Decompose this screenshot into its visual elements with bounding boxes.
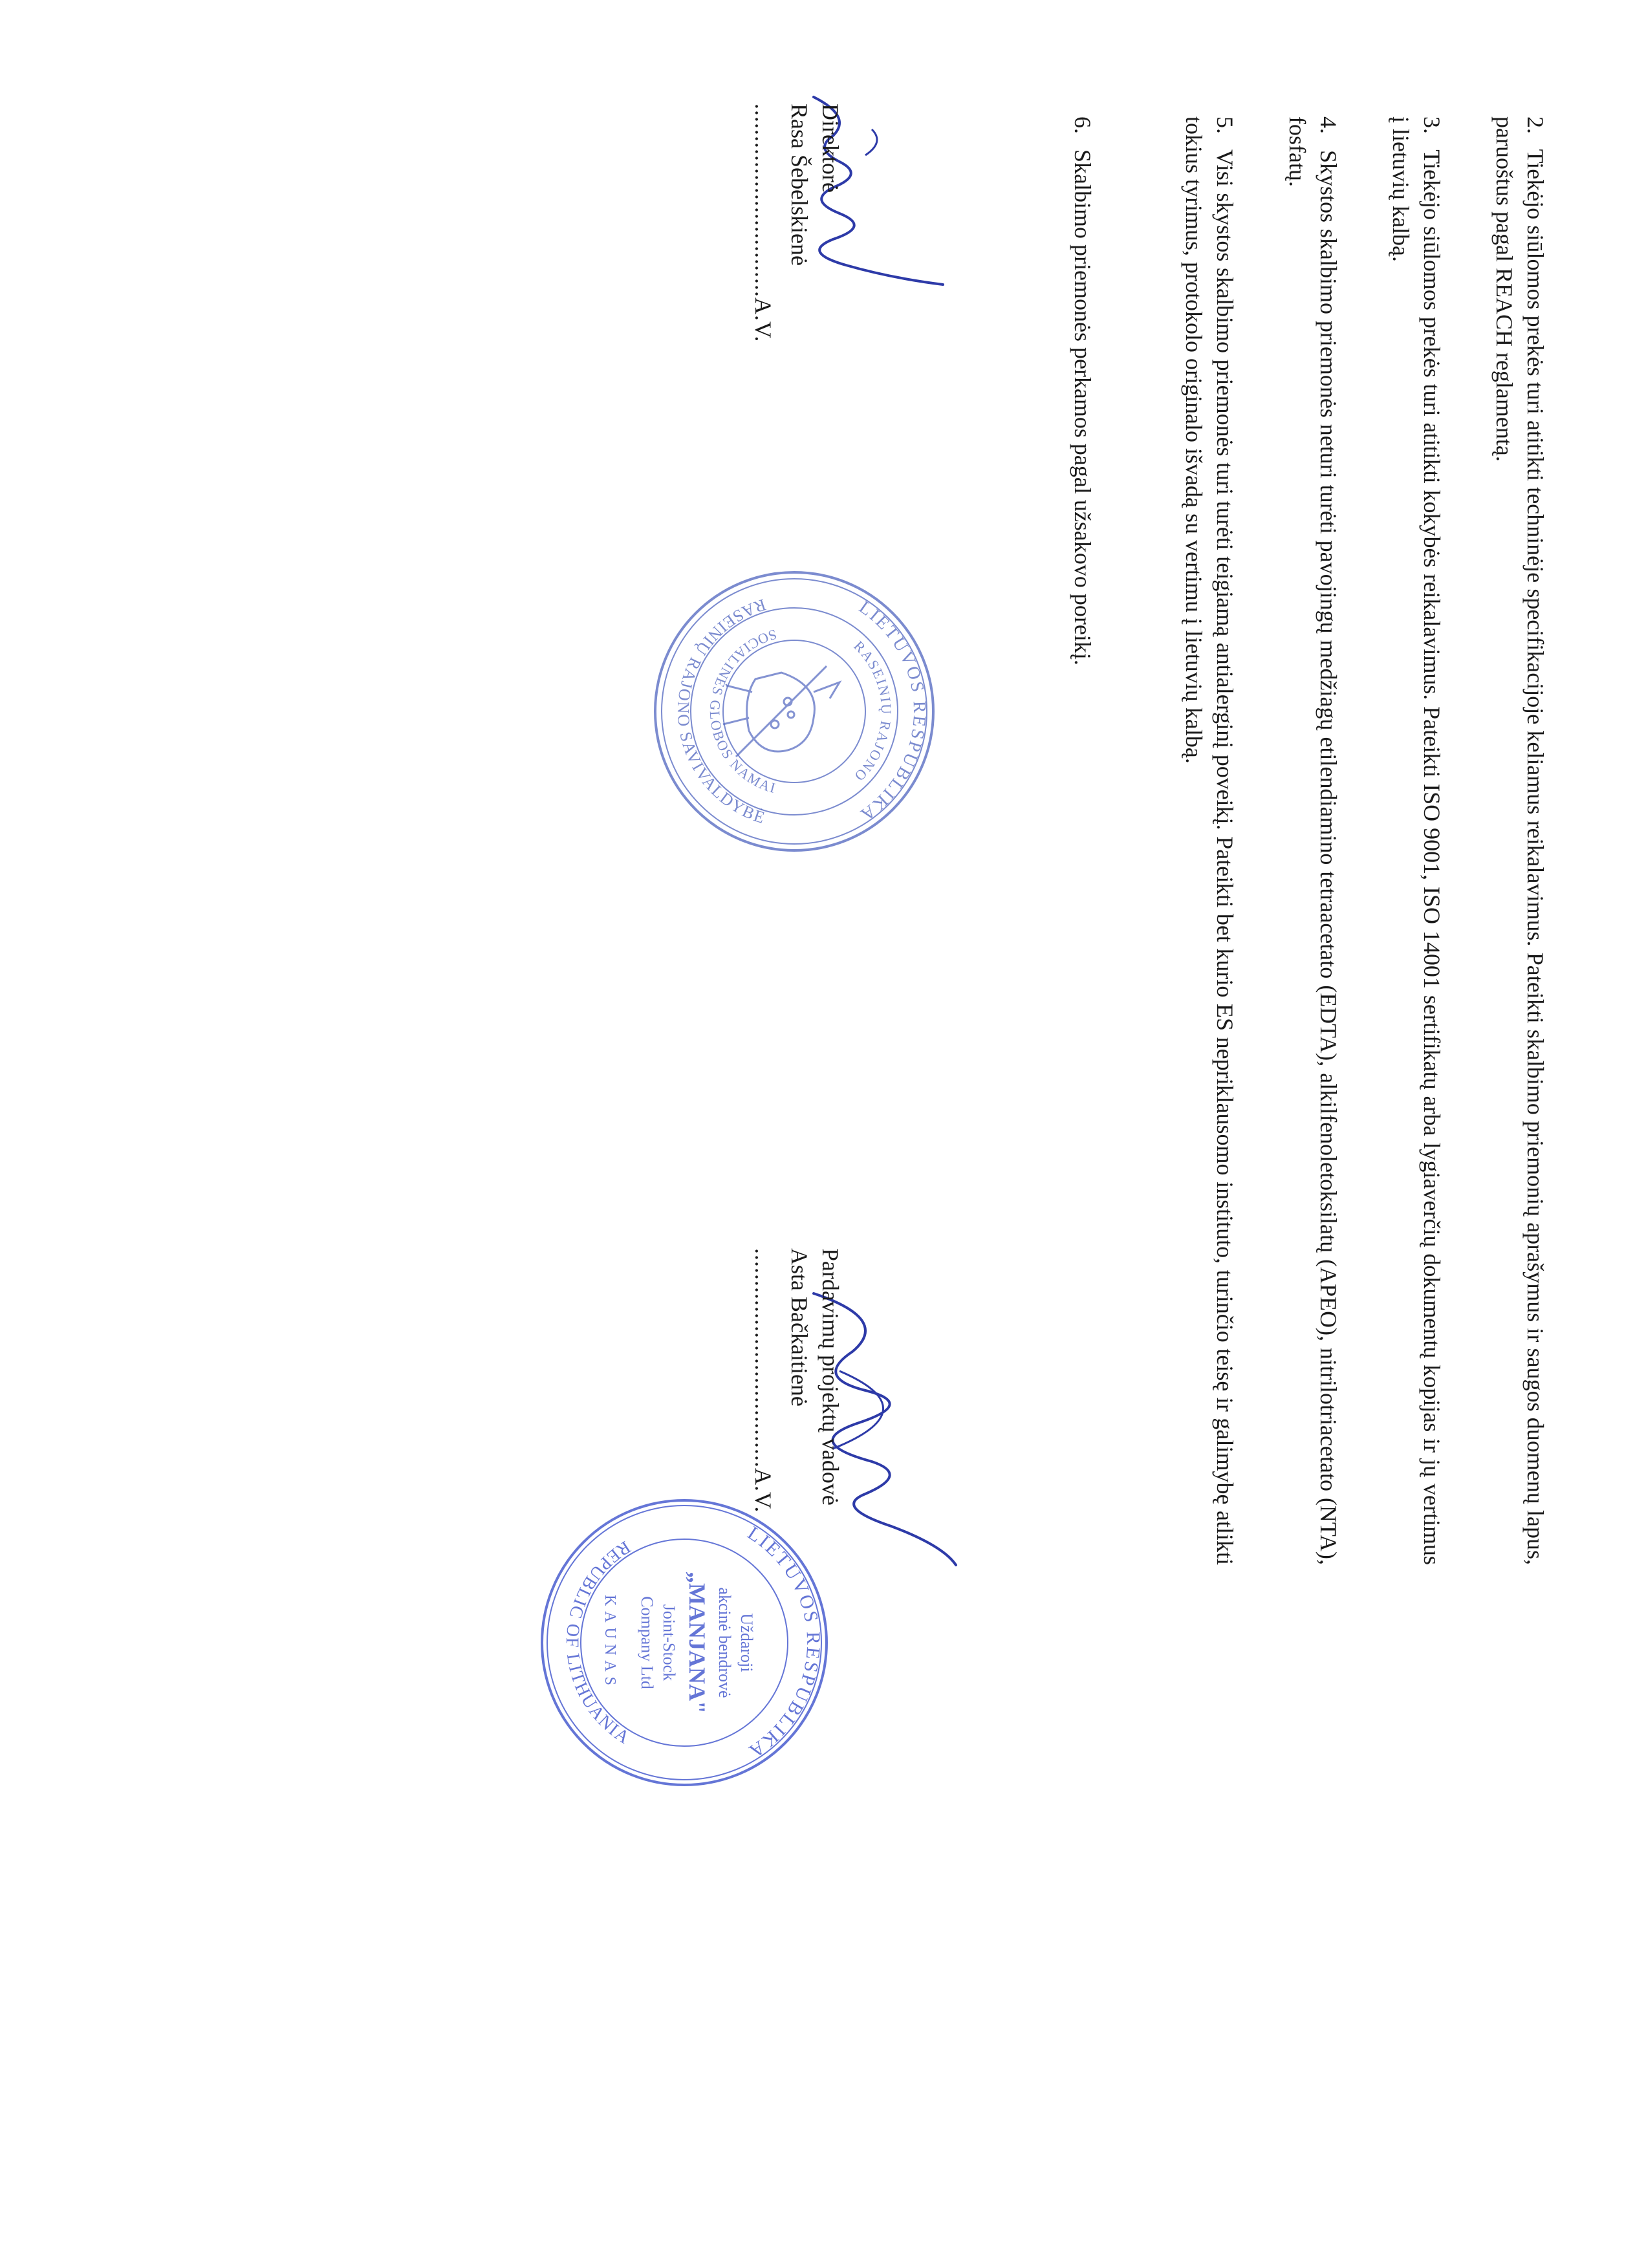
signatory-name: Asta Bačkaitienė — [786, 1248, 812, 1407]
svg-text:SOCIALINĖS GLOBOS NAMAI — [707, 626, 779, 796]
signatory-name: Rasa Šebelskienė — [786, 103, 812, 266]
stamp-outer-top-text: LIETUVOS RESPUBLIKA — [855, 597, 930, 826]
list-text: Skystos skalbimo priemonės neturi turėti pavojingų medžiagų etilendiamino tetraacetato (EDTA), alkilfenoletoksilatų (APEO), nitrilotriacetato (NTA), fosfatų. — [1284, 116, 1341, 1565]
svg-text:REPUBLIC OF LITHUANIA — [562, 1537, 634, 1749]
stamp-line-3: „MANJANA" — [684, 1571, 710, 1714]
stamp-line-1: Uždaroji — [737, 1613, 756, 1672]
list-text: Skalbimo priemonės perkamos pagal užsakovo poreikį. — [1070, 149, 1096, 665]
stamp-outer-bottom-text: REPUBLIC OF LITHUANIA — [561, 1537, 634, 1749]
signatory-title: Direktorė — [817, 103, 843, 193]
list-number: 3. — [1419, 116, 1445, 134]
list-item — [1067, 116, 1098, 1565]
signature-block-right — [748, 1248, 846, 1513]
official-stamp-left — [645, 563, 943, 860]
signatory-title: Pardavimų projektų vadovė — [817, 1248, 843, 1506]
list-number: 4. — [1316, 116, 1341, 134]
stamp-inner-top-text: RASEINIŲ RAJONO — [850, 637, 895, 786]
coat-of-arms-icon — [723, 666, 839, 757]
stamp-seal-icon — [645, 563, 943, 860]
stamp-inner-bottom-text: SOCIALINĖS GLOBOS NAMAI — [706, 626, 779, 797]
stamp-line-2: akcinė bendrovė — [715, 1587, 734, 1698]
list-item — [1489, 116, 1551, 1565]
list-text: Tiekėjo siūlomos prekės turi atitikti techninėje specifikacijoje keliamus reikalavimus. Pateikti skalbimo priemonių aprašymus ir saugos duomenų lapus, paruoštus pagal REACH reglamentą. — [1491, 116, 1548, 1566]
stamp-outer-top-text: LIETUVOS RESPUBLIKA — [743, 1522, 825, 1764]
list-text: Tiekėjo siūlomos prekės turi atitikti kokybės reikalavimus. Pateikti ISO 9001, ISO 14001 sertifikatų arba lygiaverčių dokumentų kopijas ir jų vertimus į lietuvių kalbą. — [1388, 116, 1445, 1565]
stamp-line-4: Joint-Stock — [660, 1604, 678, 1681]
stamp-city: KAUNAS — [601, 1594, 618, 1691]
list-item — [1385, 116, 1447, 1565]
list-item — [1178, 116, 1240, 1565]
signature-line: ..............................A.V. — [750, 103, 776, 343]
list-number: 2. — [1522, 116, 1548, 134]
list-item — [1282, 116, 1344, 1565]
list-text: Visi skystos skalbimo priemonės turi turėti teigiamą antialerginį poveikį. Pateikti bet kurio ES nepriklausomo instituto, turinčio teisę ir galimybę atlikti tokius tyrimus, protokolo originalo išvadą su vertimu į lietuvių kalbą. — [1181, 116, 1238, 1566]
signature-line: ..................................A.V. — [750, 1248, 776, 1513]
svg-text:RASEINIŲ RAJONO — [850, 638, 894, 785]
stamp-line-5: Company Ltd — [638, 1596, 656, 1689]
stamp-outer-bottom-text: RASEINIŲ RAJONO SAVIVALDYBĖ — [673, 595, 768, 828]
list-number: 5. — [1212, 116, 1238, 134]
list-number: 6. — [1070, 116, 1096, 134]
signature-block-left — [748, 103, 846, 342]
